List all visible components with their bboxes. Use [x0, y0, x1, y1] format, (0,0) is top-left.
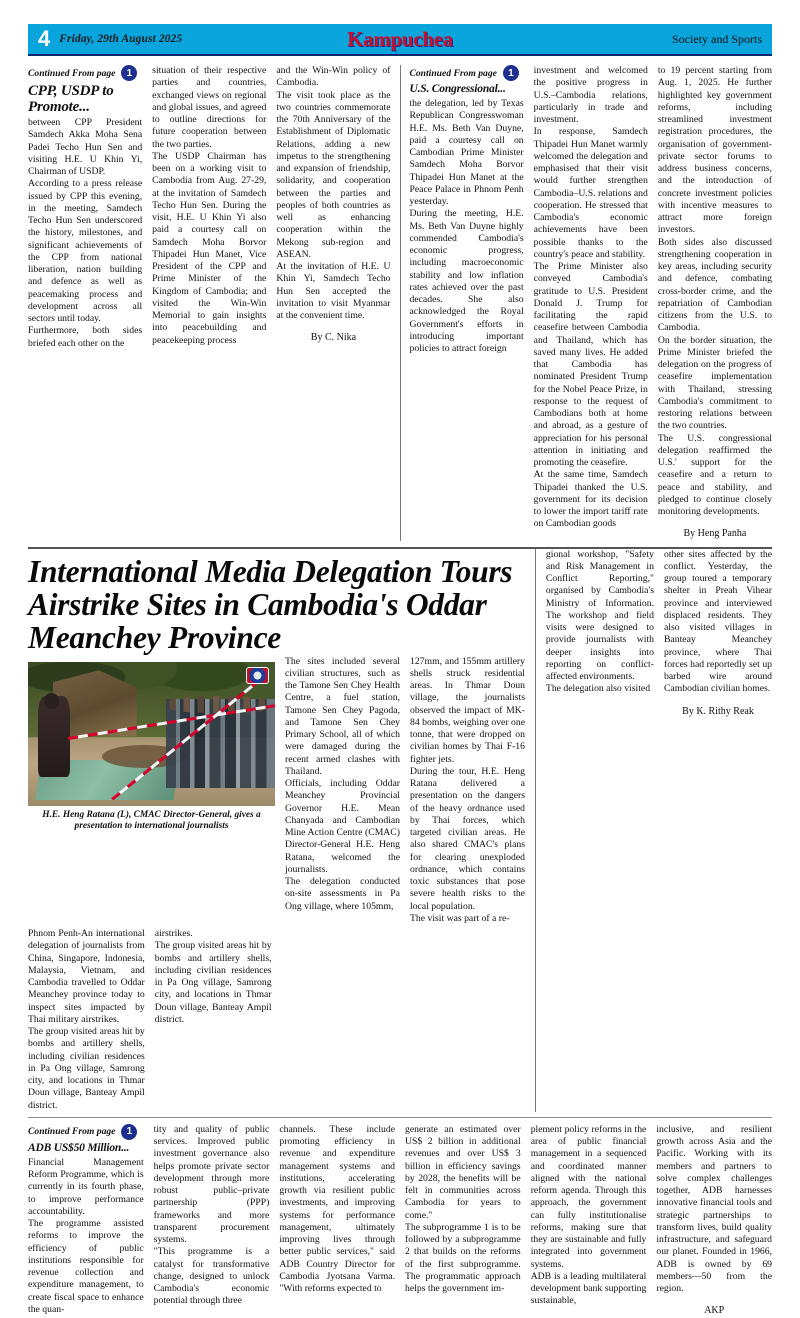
media-rail-columns	[546, 549, 772, 718]
continued-page-badge: 1	[121, 65, 137, 81]
article-cpp-body-2: situation of their respective parties and countries, exchanged views on regional and global issues, and agreed to outline directions for future cooperation between the two parties. The USDP Chairman has been on a working visit to Cambodia from Aug. 27-29, at the invitation of Samdech Techo Hun Sen. During the visit, H.E. U Khin Yi also paid a courtesy call on Samdech Moha Borvor Thipadei Hun Manet, Vice President of the CPP and Prime Minister of the Kingdom of Cambodia; and visited the Win-Win Memorial to gain insights into peacebuilding and peacekeeping process	[152, 65, 267, 346]
article-adb-column-1	[28, 1124, 144, 1318]
media-headline-block	[28, 555, 525, 654]
section-rule-bottom	[28, 1117, 772, 1118]
foliage-decor	[181, 760, 230, 803]
article-us-headline: U.S. Congressional...	[409, 83, 506, 95]
article-cpp-column-2	[152, 65, 266, 350]
article-cpp-body-3: and the Win-Win policy of Cambodia. The visit took place as the two countries commemorate the 70th Anniversary of the Establishment of Diplomatic Relations, adding a new impetus to the strengthening and expansion of friendship, solidarity, and cooperation between the parties and peoples of both countries as well as enhancing cooperation within the Mekong sub-region and ASEAN. At the invitation of H.E. U Khin Yi, Samdech Techo Hun Sen accepted the invitation to visit Myanmar at the convenient time.	[276, 65, 391, 321]
continued-label: Continued From page	[409, 67, 497, 79]
section-name: Society and Sports	[672, 31, 762, 46]
article-media-body-5: gional workshop, "Safety and Risk Management in Conflict Reporting," organised by Cambodia's Ministry of Information. The workshop and field visits were designed to provide journalists with deeper insights into reporting on conflict-affected environments. The delegation also visited	[545, 548, 654, 695]
article-media-column-4	[410, 656, 525, 926]
vertical-divider-mid	[535, 549, 536, 1112]
article-us-body-3: to 19 percent starting from Aug. 1, 2025. He further highlighted key government reforms, including streamlined investment registration procedures, the organisation of government-private sector forums to address business concerns, and the introduction of concrete investment policies with incentive measures to attract more foreign investors. Both sides also discussed strengthening cooperation in key areas, including security and defence, combating cross-border crime, and the repatriation of Cambodian citizens from the U.S. to Cambodia. On the border situation, the Prime Minister briefed the delegation on the progress of ceasefire implementation with Thailand, stressing Cambodia's commitment to restoring relations between the two countries. The U.S. congressional delegation reaffirmed the U.S.' support for the ceasefire and a return to peace and stability, and pledged to continue closely monitoring developments.	[657, 65, 772, 517]
officer-head-decor	[44, 693, 59, 709]
continued-label: Continued From page	[28, 1126, 116, 1138]
article-adb-body-4: generate an estimated over US$ 2 billion in additional revenues and over US$ 3 billion in efficiency savings by 2028, the benefits will be felt in communities across Cambodia for years to come." The subprogramme 1 is to be followed by a subprogramme 2 that builds on the reforms of the first subprogramme. The programmatic approach helps the government im-	[405, 1123, 521, 1295]
article-media-byline: By K. Rithy Reak	[682, 705, 754, 717]
article-cpp-headline: CPP, USDP to Promote...	[28, 83, 114, 115]
article-media-column-5	[546, 549, 654, 718]
article-cpp-byline: By C. Nika	[310, 332, 357, 344]
article-us-byline: By Heng Panha	[683, 528, 747, 540]
continued-page-badge: 1	[503, 65, 519, 81]
continued-label: Continued From page	[28, 67, 116, 79]
article-adb-body-5: plement policy reforms in the area of public financial management in a sequenced and coordinated manner aligned with the national reform agenda. Through this approach, the government can fully institutionalise reforms, making sure that they are sustainable and fully integrated into government systems. ADB is a leading multilateral development bank supporting sustainable,	[530, 1123, 647, 1307]
article-adb-column-2	[154, 1124, 270, 1318]
top-section	[28, 65, 772, 541]
article-cpp-column-1	[28, 65, 142, 350]
article-media-column-6	[664, 549, 772, 718]
vertical-divider	[400, 65, 401, 541]
newspaper-title: Kampuchea	[347, 26, 453, 51]
article-us-column-2	[534, 65, 648, 541]
article-adb-body-2: tity and quality of public services. Improved public investment governance also helps promote private sector development through more robust public–private partnership (PPP) frameworks and more transparent procurement systems. "This programme is a catalyst for transformative change, designed to unlock Cambodia's economic potential through three	[153, 1123, 270, 1307]
article-media-column-1	[28, 928, 145, 1112]
article-adb-body-6: inclusive, and resilient growth across Asia and the Pacific. Working with its members and partners to solve complex challenges together, ADB harnesses innovative financial tools and strategic partnerships to transform lives, build quality infrastructure, and safeguard our planet. Founded in 1966, ADB is owned by 69 members—50 from the region.	[656, 1123, 773, 1295]
agency-logo-icon	[246, 667, 269, 684]
article-cpp-body-1: between CPP President Samdech Akka Moha Sena Padei Techo Hun Sen and visiting H.E. U Khin Yi, Chairman of USDP. According to a press release issued by CPP this evening, in the meeting, Samdech Techo Hun Sen underscored the history, milestones, and significant achievements of the CPP from national liberation, nation building and defence as well as peacemaking process and development across all sectors until today. Furthermore, both sides briefed each other on the	[28, 117, 143, 349]
continued-from-cpp	[28, 65, 142, 81]
article-adb-body-1: Financial Management Reform Programme, which is currently in its fourth phase, to improve performance accountability. The programme assisted reforms to improve the efficiency of public institutions responsible for revenue collection and expenditure management, to create fiscal space to enhance the quan-	[28, 1156, 144, 1315]
article-cpp-usdp	[28, 65, 391, 541]
article-adb	[28, 1124, 772, 1318]
article-us-body-2: investment and welcomed the positive progress in U.S.–Cambodia relations, particularly in trade and investment. In response, Samdech Thipadei Hun Manet warmly welcomed the delegation and emphasised that their visit would further strengthen Cambodia–U.S. relations and cooperation. He stressed that Cambodia's economic achievements have been possible thanks to the country's peace and stability. The Prime Minister also conveyed Cambodia's gratitude to U.S. President Donald J. Trump for facilitating the rapid ceasefire between Cambodia and Thailand, which has saved many lives. He added that Cambodia has nominated President Trump for the Nobel Peace Prize, in response to the request of Cambodians both at home and abroad, as a gesture of appreciation for his personal attention in initiating and promoting the ceasefire. At the same time, Samdech Thipadei thanked the U.S. government for its decision to lower the import tariff rate on Cambodian goods	[533, 65, 648, 530]
article-adb-byline: AKP	[704, 1305, 725, 1317]
article-adb-column-3	[279, 1124, 395, 1318]
article-adb-column-6	[656, 1124, 772, 1318]
media-photo-block	[28, 662, 275, 926]
article-cpp-column-3	[276, 65, 390, 350]
article-adb-body-3: channels. These include promoting efficiency in revenue and expenditure management systems and institutions, accelerating growth via resilient public investments, and improving systems for performance management, ultimately improving lives through better public services," said ADB Country Director for Cambodia Jyotsana Varma. "With reforms expected to	[279, 1123, 396, 1295]
article-media-column-2	[155, 928, 272, 1112]
article-us-column-3	[658, 65, 772, 541]
article-adb-column-4	[405, 1124, 521, 1318]
media-photo	[28, 662, 275, 806]
article-us-body-1: the delegation, led by Texas Republican Congresswoman H.E. Ms. Beth Van Duyne, paid a courtesy call on Cambodian Prime Minister Samdech Moha Borvor Thipadei Hun Manet at the Peace Palace in Phnom Penh yesterday. During the meeting, H.E. Ms. Beth Van Duyne highly commended Cambodia's economic progress, including macroeconomic stability and low inflation rates achieved over the past decades. She also acknowledged the Royal Government's efforts in introducing important policies to attract foreign	[409, 98, 524, 354]
article-media-body-6: other sites affected by the conflict. Yesterday, the group toured a temporary shelter in Preah Vihear province and interviewed displaced residents. They also visited villages in Banteay Meanchey province, where Thai forces had reportedly set up barbed wire around Cambodian civilian homes.	[663, 548, 773, 695]
continued-from-adb	[28, 1124, 144, 1140]
media-photo-caption: H.E. Heng Ratana (L), CMAC Director-General, gives a presentation to international journalists	[42, 809, 261, 832]
article-media-delegation	[28, 549, 772, 1112]
media-right-rail	[546, 549, 772, 1112]
masthead	[28, 24, 772, 56]
article-media-column-3	[285, 656, 400, 926]
continued-from-us	[409, 65, 523, 81]
article-media-body-1: Phnom Penh-An international delegation of journalists from China, Singapore, Indonesia, Malaysia, Vietnam, and Cambodia travelled to Oddar Meanchey province today to inspect sites impacted by Thai military airstrikes. The group visited areas hit by bombs and artillery shells, including civilian residences in Pa Ong village, Samrong city, and locations in Thmar Doun village, Banteay Ampil district.	[28, 928, 145, 1111]
article-us-column-1	[409, 65, 523, 541]
media-headline: International Media Delegation Tours Airstrike Sites in Cambodia's Oddar Meanchey Province	[28, 553, 513, 655]
article-media-body-2: airstrikes. The group visited areas hit by bombs and artillery shells, including civilian residences in Pa Ong village, Samrong city, and locations in Thmar Doun village, Banteay Ampil district.	[154, 928, 272, 1025]
page-number: 4	[38, 26, 51, 51]
article-media-body-3: The sites included several civilian structures, such as the Tamone Sen Chey Health Centre, a fuel station, Tamone Sen Chey Pagoda, and Tamone Sen Chey Primary School, all of which were damaged during the recent armed clashes with Thailand. Officials, including Oddar Meanchey Provincial Governor H.E. Mean Chanyada and Cambodian Mine Action Centre (CMAC) Director-General H.E. Heng Ratana, welcomed the journalists. The delegation conducted on-site assessments in Pa Ong village, where 105mm,	[285, 655, 400, 912]
continued-page-badge: 1	[121, 1124, 137, 1140]
newspaper-page	[0, 24, 800, 1317]
article-adb-column-5	[531, 1124, 647, 1318]
article-adb-headline: ADB US$50 Million...	[28, 1141, 130, 1154]
article-media-body-4: 127mm, and 155mm artillery shells struck residential areas. In Thmar Doun village, the journalists observed the impact of MK-84 bombs, weighing over one tonne, that were dropped on civilian homes by Thai F-16 fighter jets. During the tour, H.E. Heng Ratana delivered a presentation on the dangers of the heavy ordnance used by Thai forces, which targeted civilian areas. He also shared CMAC's plans for clearing unexploded ordnance, which contains toxic substances that pose severe health risks to the local population. The visit was part of a re-	[410, 655, 525, 924]
issue-date: Friday, 29th August 2025	[59, 33, 183, 45]
article-us-congressional	[409, 65, 772, 541]
